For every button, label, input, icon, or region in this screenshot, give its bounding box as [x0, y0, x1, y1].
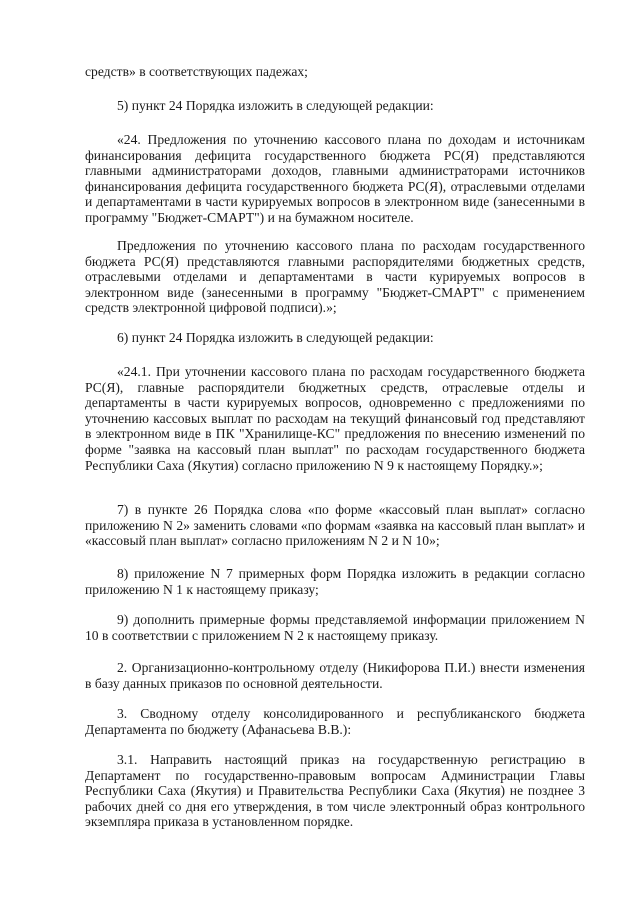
paragraph-item-9: 9) дополнить примерные формы представляемой информации приложением N 10 в соответствии с приложением N 2 к настоящему приказу. — [85, 612, 585, 643]
paragraph-item-6: 6) пункт 24 Порядка изложить в следующей редакции: — [117, 330, 434, 345]
paragraph-section-3: 3. Сводному отделу консолидированного и республиканского бюджета Департамента по бюджету (Афанасьева В.В.): — [85, 706, 585, 737]
paragraph-section-2: 2. Организационно-контрольному отделу (Никифорова П.И.) внести изменения в базу данных приказов по основной деятельности. — [85, 660, 585, 691]
paragraph-section-3-1: 3.1. Направить настоящий приказ на государственную регистрацию в Департамент по государственно-правовым вопросам Администрации Главы Республики Саха (Якутия) и Правительства Республики Саха (Якутия) не позднее 3 рабочих дней со дня его утверждения, в том числе электронный образ контрольного экземпляра приказа в установленном порядке. — [85, 752, 585, 830]
paragraph-item-5: 5) пункт 24 Порядка изложить в следующей редакции: — [117, 98, 434, 113]
paragraph-continuation: средств» в соответствующих падежах; — [85, 64, 308, 79]
paragraph-clause-24-expenses: Предложения по уточнению кассового плана по расходам государственного бюджета РС(Я) представляются главными распорядителями бюджетных средств, отраслевыми отделами и департаментами в части курируемых вопросов в электронном виде (занесенными в программу "Бюджет-СМАРТ" с применением средств электронной цифровой подписи).»; — [85, 238, 585, 316]
paragraph-clause-24-1: «24.1. При уточнении кассового плана по расходам государственного бюджета РС(Я), главные распорядители бюджетных средств, отраслевые отделы и департаменты в части курируемых вопросов, одновременно с предложениями по уточнению кассовых выплат по расходам на текущий финансовый год представляют в электронном виде в ПК "Хранилище-КС" предложения по внесению изменений по форме "заявка на кассовый план выплат" по расходам государственного бюджета Республики Саха (Якутия) согласно приложению N 9 к настоящему Порядку.»; — [85, 364, 585, 473]
paragraph-item-7: 7) в пункте 26 Порядка слова «по форме «кассовый план выплат» согласно приложению N 2» заменить словами «по формам «заявка на кассовый план выплат» и «кассовый план выплат» согласно приложениям N 2 и N 10»; — [85, 502, 585, 549]
paragraph-clause-24: «24. Предложения по уточнению кассового плана по доходам и источникам финансирования дефицита государственного бюджета РС(Я) представляются главными администраторами доходов, главными администраторами источников финансирования дефицита государственного бюджета РС(Я), отраслевыми отделами и департаментами в части курируемых вопросов в электронном виде (занесенными в программу "Бюджет-СМАРТ") и на бумажном носителе. — [85, 132, 585, 225]
paragraph-item-8: 8) приложение N 7 примерных форм Порядка изложить в редакции согласно приложению N 1 к настоящему приказу; — [85, 566, 585, 597]
